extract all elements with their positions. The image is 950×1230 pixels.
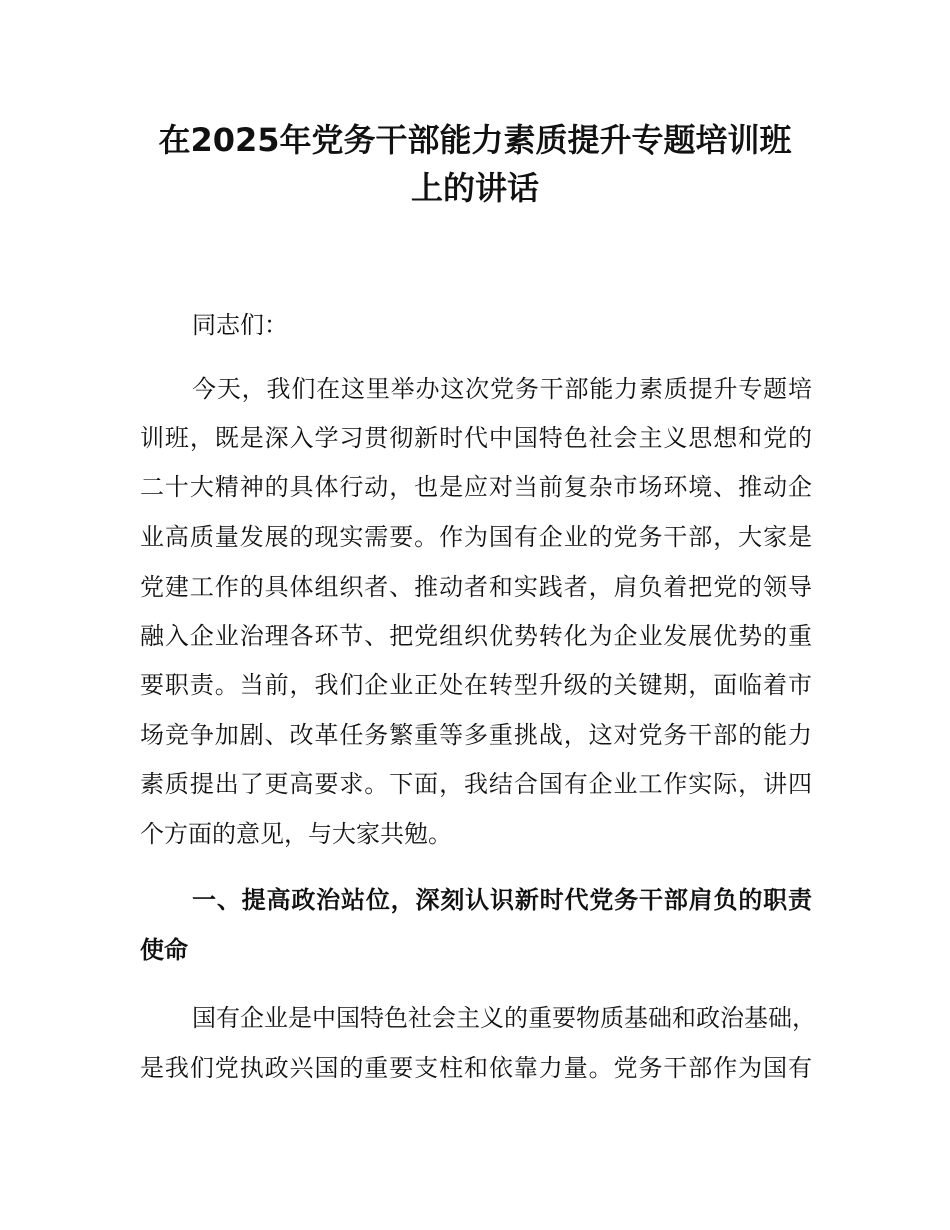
salutation: 同志们： xyxy=(192,311,288,339)
heading-line: 一、提高政治站位，深刻认识新时代党务干部肩负的职责 xyxy=(192,886,812,914)
paragraph-line: 个方面的意见，与大家共勉。 xyxy=(140,820,452,848)
paragraph-line: 是我们党执政兴国的重要支柱和依靠力量。党务干部作为国有 xyxy=(140,1054,812,1082)
heading-line: 使命 xyxy=(140,936,188,964)
paragraph-line: 业高质量发展的现实需要。作为国有企业的党务干部，大家是 xyxy=(140,523,812,551)
document-title-line-1: 在2025年党务干部能力素质提升专题培训班 xyxy=(158,121,792,159)
document-title-line-2: 上的讲话 xyxy=(410,169,539,207)
paragraph-line: 二十大精神的具体行动，也是应对当前复杂市场环境、推动企 xyxy=(140,473,812,501)
paragraph-line: 训班，既是深入学习贯彻新时代中国特色社会主义思想和党的 xyxy=(140,424,812,452)
paragraph-line: 要职责。当前，我们企业正处在转型升级的关键期，面临着市 xyxy=(140,671,812,699)
paragraph-line: 场竞争加剧、改革任务繁重等多重挑战，这对党务干部的能力 xyxy=(140,721,812,749)
paragraph-line: 今天，我们在这里举办这次党务干部能力素质提升专题培 xyxy=(192,375,812,403)
paragraph-line: 融入企业治理各环节、把党组织优势转化为企业发展优势的重 xyxy=(140,622,812,650)
paragraph-line: 素质提出了更高要求。下面，我结合国有企业工作实际，讲四 xyxy=(140,770,812,798)
paragraph-line: 国有企业是中国特色社会主义的重要物质基础和政治基础， xyxy=(192,1004,816,1032)
paragraph-line: 党建工作的具体组织者、推动者和实践者，肩负着把党的领导 xyxy=(140,573,812,601)
